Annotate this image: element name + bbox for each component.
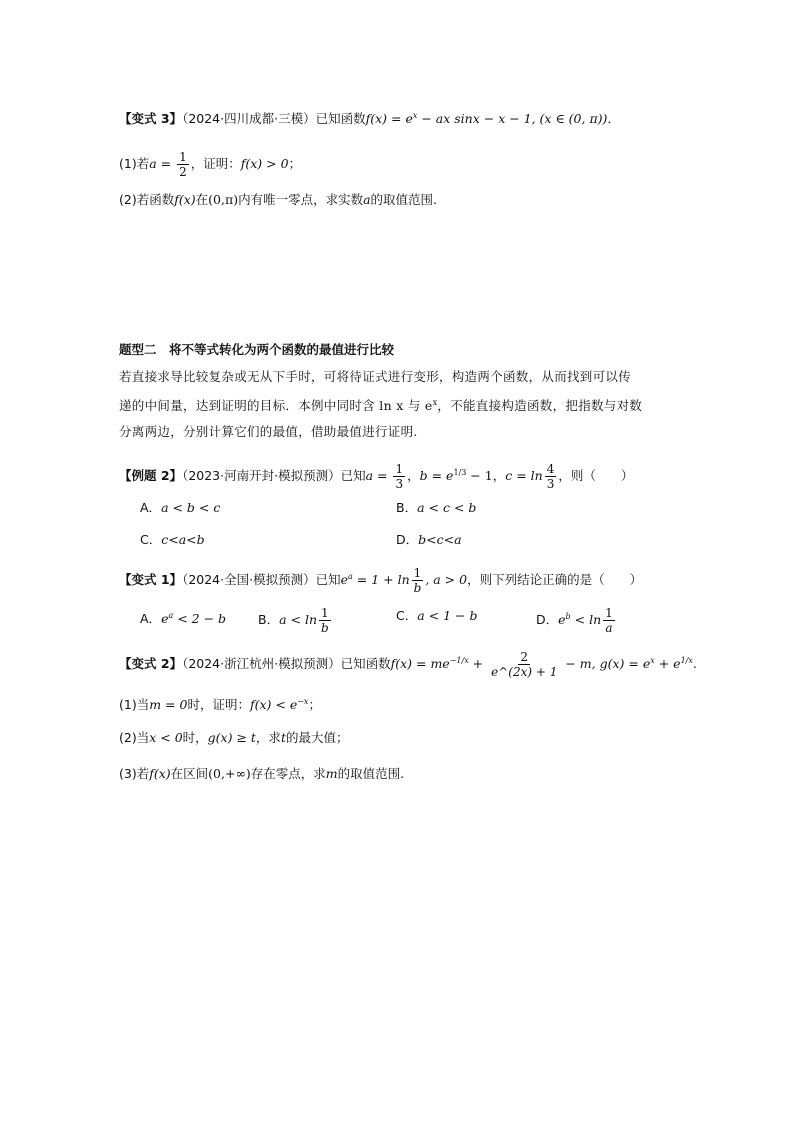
variant1-source: （2024·全国·模拟预测） xyxy=(182,572,316,587)
variant1-option-c[interactable]: C．a < 1 − b xyxy=(396,608,478,623)
example2-stem: 【例题 2】（2023·河南开封·模拟预测）已知a = $\frac{1}{3}$ ，$b = e^{1/3} - 1$，c = ln $\frac{4}{3}$ ，则（ ） xyxy=(119,462,634,491)
example2-option-b[interactable]: B．a < c < b xyxy=(396,500,477,515)
variant2-tag: 【变式 2】 xyxy=(119,656,183,671)
variant2-question1: (1)当m = 0时，证明：$f(x) < e^{-x}$； xyxy=(119,697,321,713)
fraction: $\frac{1}{2}$ xyxy=(179,150,187,179)
example2-source: （2023·河南开封·模拟预测） xyxy=(182,468,341,483)
example2-option-c[interactable]: C．c<a<b xyxy=(140,532,205,547)
variant2-stem: 【变式 2】（2024·浙江杭州·模拟预测）已知函数$f(x) = me^{-1/x}$ + $\frac{2}{e\^{}(2x) + 1}$ − m, $g(x) = e^x + e^{1/x}$. xyxy=(119,650,697,679)
fraction: $\frac{1}{b}$ xyxy=(413,566,422,595)
example2-option-a[interactable]: A．a < b < c xyxy=(140,500,221,515)
fraction: $\frac{1}{a}$ xyxy=(605,606,613,635)
variant2-source: （2024·浙江杭州·模拟预测） xyxy=(182,656,341,671)
example2-tag: 【例题 2】 xyxy=(119,468,183,483)
variant1-option-b[interactable]: B．a < ln $\frac{1}{b}$ xyxy=(258,606,329,635)
example2-option-d[interactable]: D．b<c<a xyxy=(396,532,462,547)
variant3-question1: (1)若a = $\frac{1}{2}$ ，证明：f(x) > 0； xyxy=(119,150,302,179)
variant1-tag: 【变式 1】 xyxy=(119,572,183,587)
variant3-tag: 【变式 3】 xyxy=(119,111,183,127)
fraction: $\frac{1}{3}$ xyxy=(395,462,404,491)
fraction: $\frac{1}{b}$ xyxy=(321,606,329,635)
variant2-question2: (2)当x < 0时，g(x) ≥ t，求t的最大值； xyxy=(119,730,349,745)
variant1-stem: 【变式 1】（2024·全国·模拟预测）已知$e^a = 1 + \ln$ $\frac{1}{b}$ , a > 0，则下列结论正确的是（ ） xyxy=(119,566,643,595)
variant1-option-d[interactable]: D．$e^b < \ln$ $\frac{1}{a}$ xyxy=(536,606,613,635)
variant2-question3: (3)若f(x)在区间(0,+∞)存在零点，求m的取值范围. xyxy=(119,766,405,781)
fraction: $\frac{4}{3}$ xyxy=(546,462,555,491)
variant3-source: （2024·四川成都·三模） xyxy=(182,111,316,127)
section-title: 题型二 将不等式转化为两个函数的最值进行比较 xyxy=(119,342,395,357)
variant1-option-a[interactable]: A．$e^a < 2 - b$ xyxy=(140,611,227,627)
variant3-stem: 【变式 3】（2024·四川成都·三模）已知函数$f(x) = e^x$ − ax sinx − x − 1, (x ∈ (0, π))． xyxy=(119,111,620,127)
variant3-question2: (2)若函数f(x)在(0,π)内有唯一零点，求实数a的取值范围. xyxy=(119,192,438,207)
section-description: 若直接求导比较复杂或无从下手时，可将待证式进行变形，构造两个函数，从而找到可以传 递的中间量，达到证明的目标．本例中同时含 ln x 与 $e^x$，不能直接构造函数，把指数与对数 分离两边，分别计算它们的最值，借助最值进行证明. xyxy=(119,369,643,440)
fraction: $\frac{2}{e\^{}(2x) + 1}$ xyxy=(491,650,558,679)
